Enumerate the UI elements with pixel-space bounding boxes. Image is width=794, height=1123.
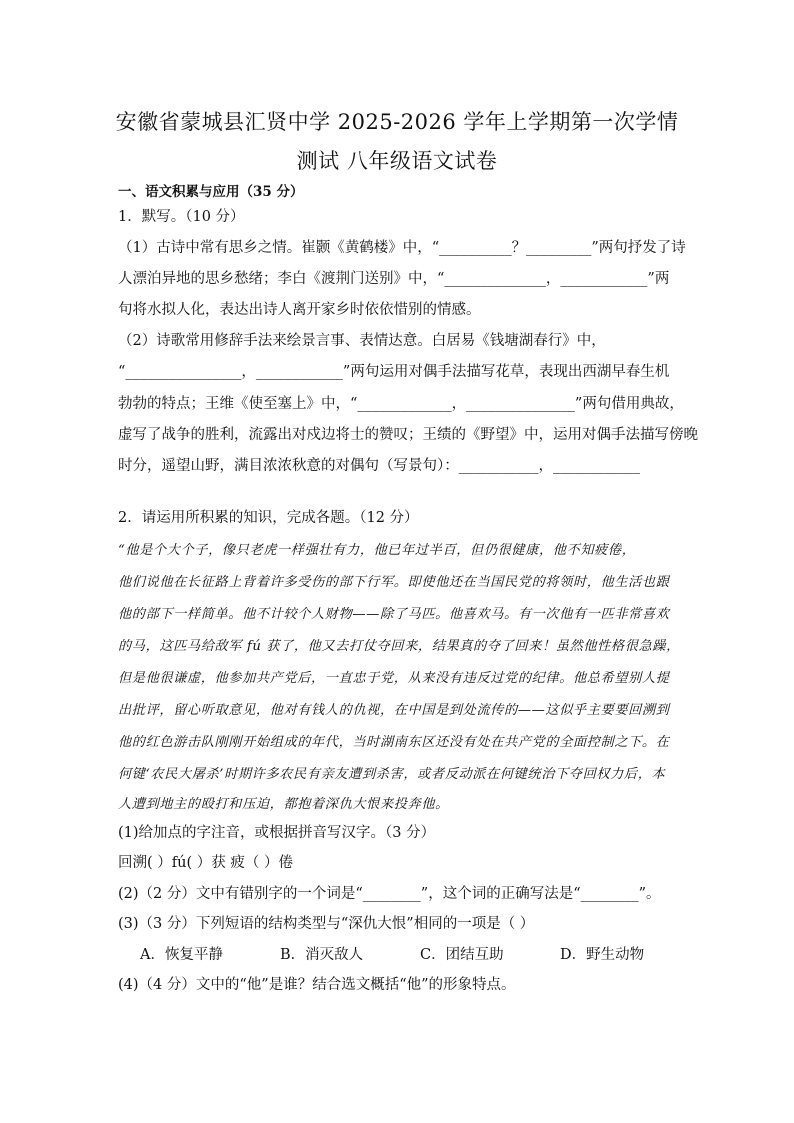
q2-sub3: (3)（3 分）下列短语的结构类型与“深仇大恨”相同的一项是（ ） (118, 916, 535, 932)
q2-title: 2．请运用所积累的知识，完成各题。（12 分） (118, 510, 419, 526)
passage-line: 他们说他在长征路上背着许多受伤的部下行军。即使他还在当国民党的将领时，他生活也跟 (118, 575, 670, 590)
option-a: A．恢复平静 (140, 947, 223, 963)
q1-part1-line3: 句将水拟人化，表达出诗人离开家乡时依依惜别的情感。 (118, 302, 481, 318)
passage-line: “他是个大个子，像只老虎一样强壮有力，他已年过半百，但仍很健康，他不知疲倦， (118, 543, 636, 558)
passage-line: 的马，这匹马给敌军 fú 获了，他又去打仗夺回来，结果真的夺了回来！虽然他性格很急躁， (118, 639, 680, 654)
q2-sub1-items: 回溯( ）fú( ）获 疲（ ）倦 (118, 855, 293, 871)
q1-part2-line1: （2）诗歌常用修辞手法来绘景言事、表情达意。白居易《钱塘湖春行》中， (118, 333, 606, 349)
q2-sub3-options (140, 945, 700, 965)
q1-title: 1．默写。（10 分） (118, 209, 245, 225)
q2-sub4: (4)（4 分）文中的“他”是谁？结合选文概括“他”的形象特点。 (118, 977, 516, 993)
q1-part2-line2: “________________，____________”两句运用对偶手法描写花草，表现出西湖早春生机 (118, 364, 670, 380)
passage-line: 出批评，留心听取意见，他对有钱人的仇视，在中国是到处流传的——这似乎主要要回溯到 (118, 703, 670, 718)
q1-part1-line2: 人漂泊异地的思乡愁绪；李白《渡荆门送别》中，“______________，____________”两 (118, 271, 670, 287)
exam-title-line2: 测试 八年级语文试卷 (296, 149, 498, 173)
section-heading: 一、语文积累与应用（35 分） (118, 184, 304, 200)
passage-line: 他的红色游击队刚刚开始组成的年代，当时湖南东区还没有处在共产党的全面控制之下。在 (118, 735, 670, 750)
option-b: B．消灭敌人 (280, 947, 364, 963)
passage-line: 何键‘农民大屠杀’时期许多农民有亲友遭到杀害，或者反动派在何键统治下夺回权力后，本 (118, 767, 666, 782)
option-c: C．团结互助 (420, 947, 504, 963)
exam-title-line1: 安徽省蒙城县汇贤中学 2025-2026 学年上学期第一次学情 (115, 110, 679, 134)
q1-part2-line5: 时分，遥望山野，满目浓浓秋意的对偶句（写景句）：___________，____________ (118, 458, 640, 474)
q1-part2-line3: 勃勃的特点；王维《使至塞上》中，“_____________，_______________”两句借用典故， (118, 396, 684, 412)
passage-line: 但是他很谦虚，他参加共产党后，一直忠于党，从来没有违反过党的纪律。他总希望别人提 (118, 671, 670, 686)
q2-sub2: (2)（2 分）文中有错别字的一个词是“________”，这个词的正确写法是“________”。 (118, 886, 661, 902)
q1-part2-line4: 虚写了战争的胜利，流露出对戍边将士的赞叹；王绩的《野望》中，运用对偶手法描写傍晚 (118, 427, 698, 443)
q2-sub1: (1)给加点的字注音，或根据拼音写汉字。（3 分） (118, 825, 436, 841)
passage-line: 人遭到地主的殴打和压迫，都抱着深仇大恨来投奔他。 (118, 797, 449, 812)
passage-line: 他的部下一样简单。他不计较个人财物——除了马匹。他喜欢马。有一次他有一匹非常喜欢 (118, 607, 670, 622)
q1-part1-line1: （1）古诗中常有思乡之情。崔颢《黄鹤楼》中，“__________？_________”两句抒发了诗 (118, 240, 686, 256)
option-d: D．野生动物 (560, 947, 645, 963)
